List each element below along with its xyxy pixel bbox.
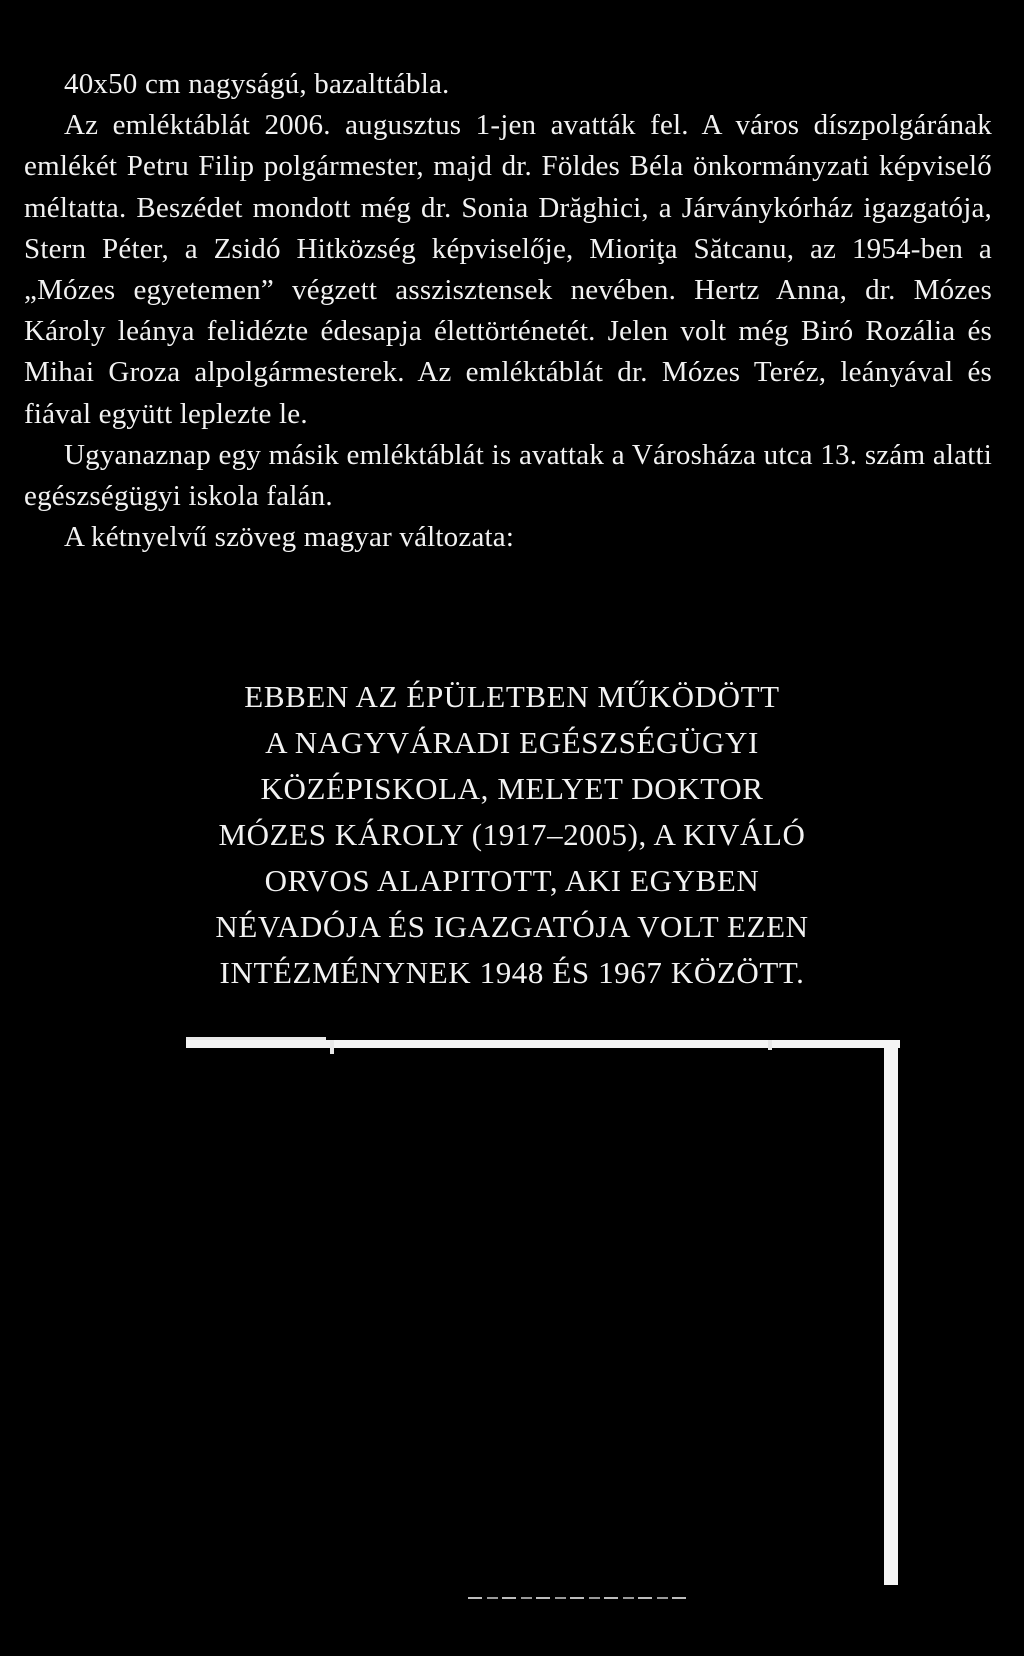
article-body (24, 64, 992, 558)
article-paragraph: Ugyanaznap egy másik emléktáblát is avattak a Városháza utca 13. szám alatti egészségügyi iskola falán. (24, 438, 992, 513)
inscription-line: KÖZÉPISKOLA, MELYET DOKTOR (260, 771, 764, 806)
inscription-line: ORVOS ALAPITOTT, AKI EGYBEN (264, 863, 760, 898)
inscription-line: INTÉZMÉNYNEK 1948 ÉS 1967 KÖZÖTT. (219, 955, 805, 990)
photo-frame-right-edge (884, 1040, 898, 1585)
photo-frame-notch (330, 1040, 334, 1054)
article-paragraph: 40x50 cm nagyságú, bazalttábla. (64, 68, 450, 100)
article-paragraph: Az emléktáblát 2006. augusztus 1-jen avatták fel. A város díszpolgárának emlékét Petru Filip polgármester, majd dr. Földes Béla önkormányzati képviselő méltatta. Beszédet mondott még dr. Sonia Drăghici, a Járványkórház igazgatója, Stern Péter, a Zsidó Hitközség képviselője, Mioriţa Sătcanu, az 1954-ben a „Mózes egyetemen” végzett asszisztensek nevében. Hertz Anna, dr. Mózes Károly leánya felidézte édesapja élettörténetét. Jelen volt még Biró Rozália és Mihai Groza alpolgármesterek. Az emléktáblát dr. Mózes Teréz, leányával és fiával együtt leplezte le. (24, 109, 992, 430)
photo-frame-top-edge (186, 1040, 900, 1048)
inscription-line: MÓZES KÁROLY (1917–2005), A KIVÁLÓ (218, 817, 806, 852)
photo-frame-top-highlight (186, 1037, 326, 1040)
photo-frame-bottom-edge (468, 1597, 688, 1599)
inscription-line: EBBEN AZ ÉPÜLETBEN MŰKÖDÖTT (244, 679, 780, 714)
inscription-line: A NAGYVÁRADI EGÉSZSÉGÜGYI (265, 725, 759, 760)
photo-frame-notch (768, 1040, 772, 1050)
article-paragraph: A kétnyelvű szöveg magyar változata: (64, 521, 515, 554)
plaque-inscription (0, 674, 1024, 996)
inscription-line: NÉVADÓJA ÉS IGAZGATÓJA VOLT EZEN (215, 909, 809, 944)
